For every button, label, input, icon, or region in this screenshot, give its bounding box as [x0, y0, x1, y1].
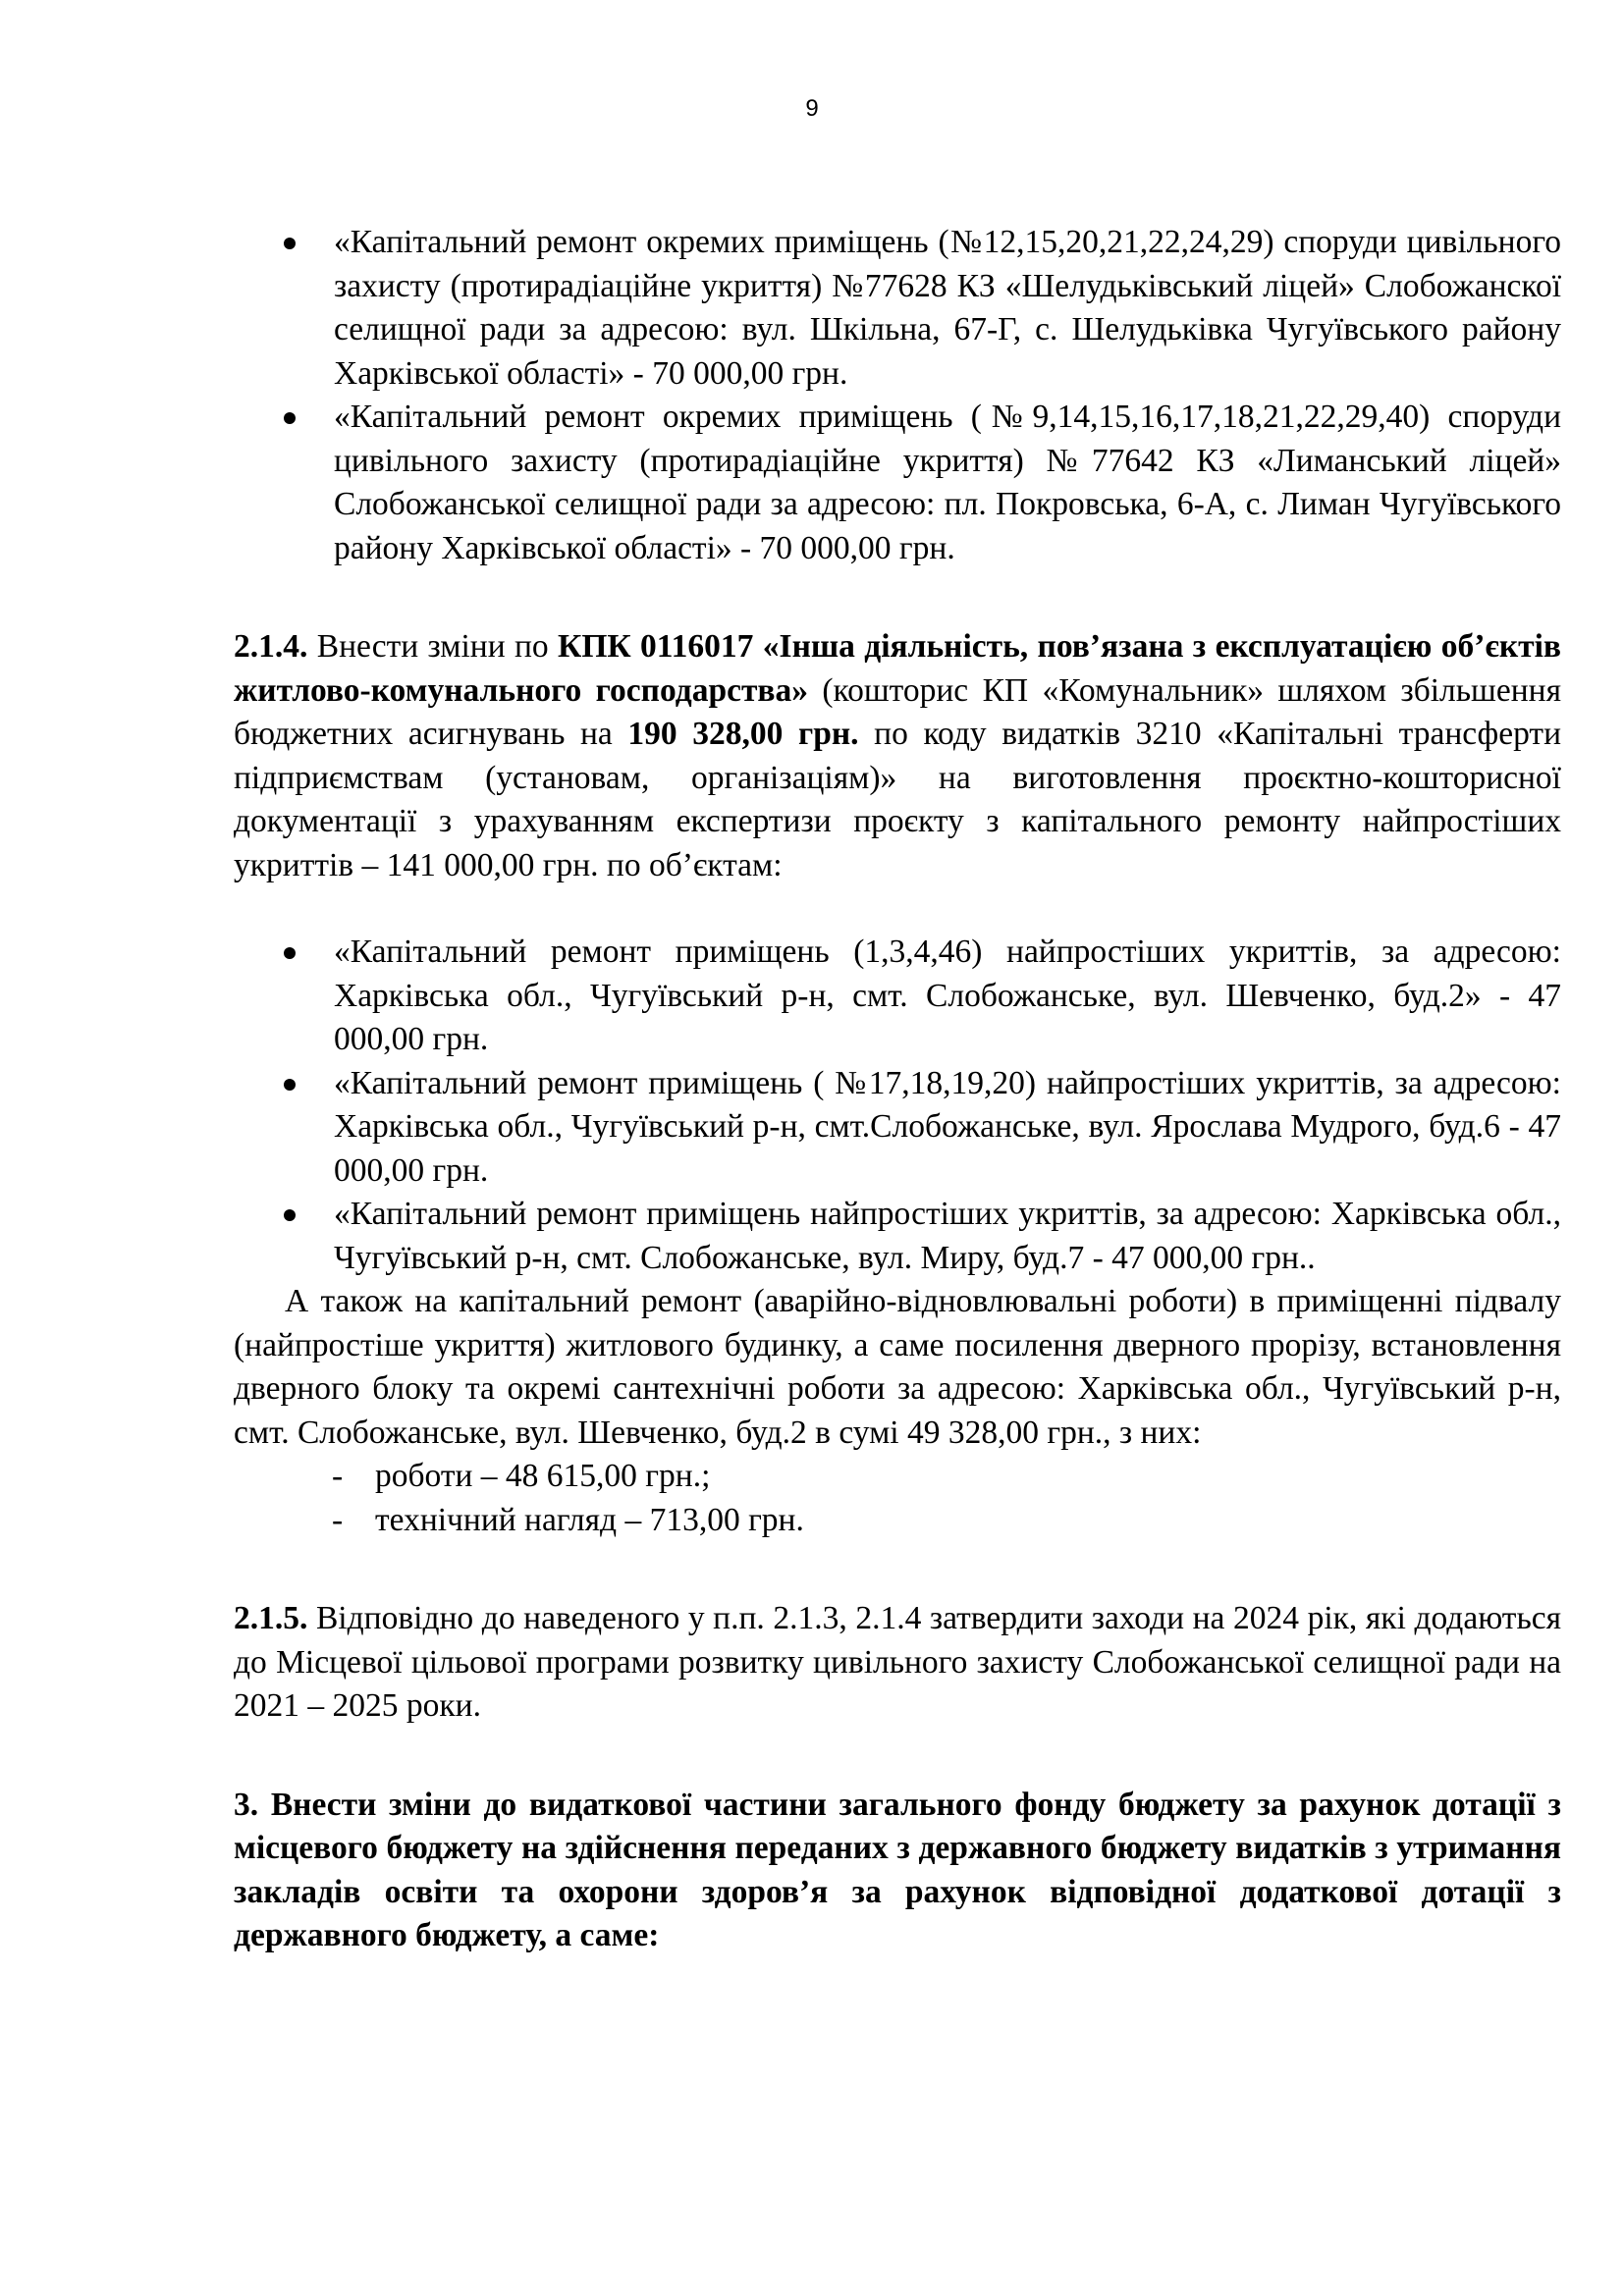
- list-item: [234, 221, 1561, 396]
- bullet-list-objects-top: [234, 221, 1561, 570]
- bullet-icon: [284, 412, 296, 424]
- clause-number: 2.1.5.: [234, 1600, 308, 1636]
- section-3-heading: 3. Внести зміни до видаткової частини загального фонду бюджету за рахунок дотації з місцевого бюджету на здійснення переданих з державного бюджету видатків з утримання закладів освіти та охорони здоров’я за рахунок відповідної додаткової дотації з державного бюджету, а саме:: [234, 1786, 1561, 1953]
- bullet-list-objects-mid: [234, 931, 1561, 1280]
- list-item: [234, 396, 1561, 570]
- paragraph-also: А також на капітальний ремонт (аварійно-відновлювальні роботи) в приміщенні підвалу (найпростіше укриття) житлового будинку, а саме посилення дверного прорізу, встановлення дверного блоку та окремі сантехнічні роботи за адресою: Харківська обл., Чугуївський р-н, смт. Слобожанське, вул. Шевченко, буд.2 в сумі 49 328,00 грн., з них:: [234, 1283, 1561, 1451]
- list-item-text: «Капітальний ремонт окремих приміщень (№9,14,15,16,17,18,21,22,29,40) споруди цивільного захисту (протирадіаційне укриття) №77642 КЗ «Лиманський ліцей» Слобожанської селищної ради за адресою: пл. Покровська, 6-А, с. Лиман Чугуївського району Харківської області» - 70 000,00 грн.: [334, 399, 1561, 566]
- clause-number: 2.1.4.: [234, 628, 308, 665]
- bullet-icon: [284, 1079, 296, 1091]
- paragraph-text: по коду видатків 3210 «Капітальні трансферти підприємствам (установам, організаціям)» на виготовлення проєктно-кошторисної документації з урахуванням експертизи проєкту з капітального ремонту найпростіших укриттів – 141 000,00 грн. по об’єктам:: [234, 716, 1561, 883]
- amount: 190 328,00 грн.: [627, 716, 859, 752]
- page-content: [234, 221, 1561, 1958]
- dash-item-text: роботи – 48 615,00 грн.;: [375, 1458, 711, 1494]
- bullet-icon: [284, 947, 296, 959]
- dash-marker: -: [332, 1458, 344, 1494]
- list-item-text: «Капітальний ремонт приміщень (1,3,4,46) найпростіших укриттів, за адресою: Харківська обл., Чугуївський р-н, смт. Слобожанське, вул. Шевченко, буд.2» - 47 000,00 грн.: [334, 934, 1561, 1057]
- dash-list-item: [234, 1499, 1561, 1543]
- list-item: [234, 1062, 1561, 1194]
- list-item: [234, 1193, 1561, 1280]
- dash-list-item: [234, 1455, 1561, 1499]
- paragraph-text: Відповідно до наведеного у п.п. 2.1.3, 2.1.4 затвердити заходи на 2024 рік, які додаються до Місцевої цільової програми розвитку цивільного захисту Слобожанської селищної ради на 2021 – 2025 роки.: [234, 1600, 1561, 1724]
- list-item-text: «Капітальний ремонт окремих приміщень (№12,15,20,21,22,24,29) споруди цивільного захисту (протирадіаційне укриття) №77628 КЗ «Шелудьківський ліцей» Слобожанскої селищної ради за адресою: вул. Шкільна, 67-Г, с. Шелудьківка Чугуївського району Харківської області» - 70 000,00 грн.: [334, 224, 1561, 392]
- bullet-icon: [284, 238, 296, 249]
- bullet-icon: [284, 1209, 296, 1221]
- list-item-text: «Капітальний ремонт приміщень найпростіших укриттів, за адресою: Харківська обл., Чугуївський р-н, смт. Слобожанське, вул. Миру, буд.7 - 47 000,00 грн..: [334, 1196, 1561, 1276]
- list-item: [234, 931, 1561, 1062]
- dash-marker: -: [332, 1501, 344, 1538]
- page-number: 9: [805, 95, 819, 122]
- paragraph-text: Внести зміни по: [307, 628, 559, 665]
- dash-item-text: технічний нагляд – 713,00 грн.: [375, 1501, 804, 1538]
- paragraph-2-1-5: [234, 1597, 1561, 1729]
- kpk-title: КПК 0116017 «Інша діяльність, пов’язана з експлуатацією об’єктів житлово-комунального господарства»: [234, 628, 1562, 709]
- list-item-text: «Капітальний ремонт приміщень ( №17,18,19,20) найпростіших укриттів, за адресою: Харківська обл., Чугуївський р-н, смт.Слобожанське, вул. Ярослава Мудрого, буд.6 - 47 000,00 грн.: [334, 1064, 1561, 1189]
- paragraph-2-1-4: [234, 625, 1561, 887]
- paragraph-text: (кошторис КП «Комунальник» шляхом збільшення бюджетних асигнувань на: [234, 671, 1561, 752]
